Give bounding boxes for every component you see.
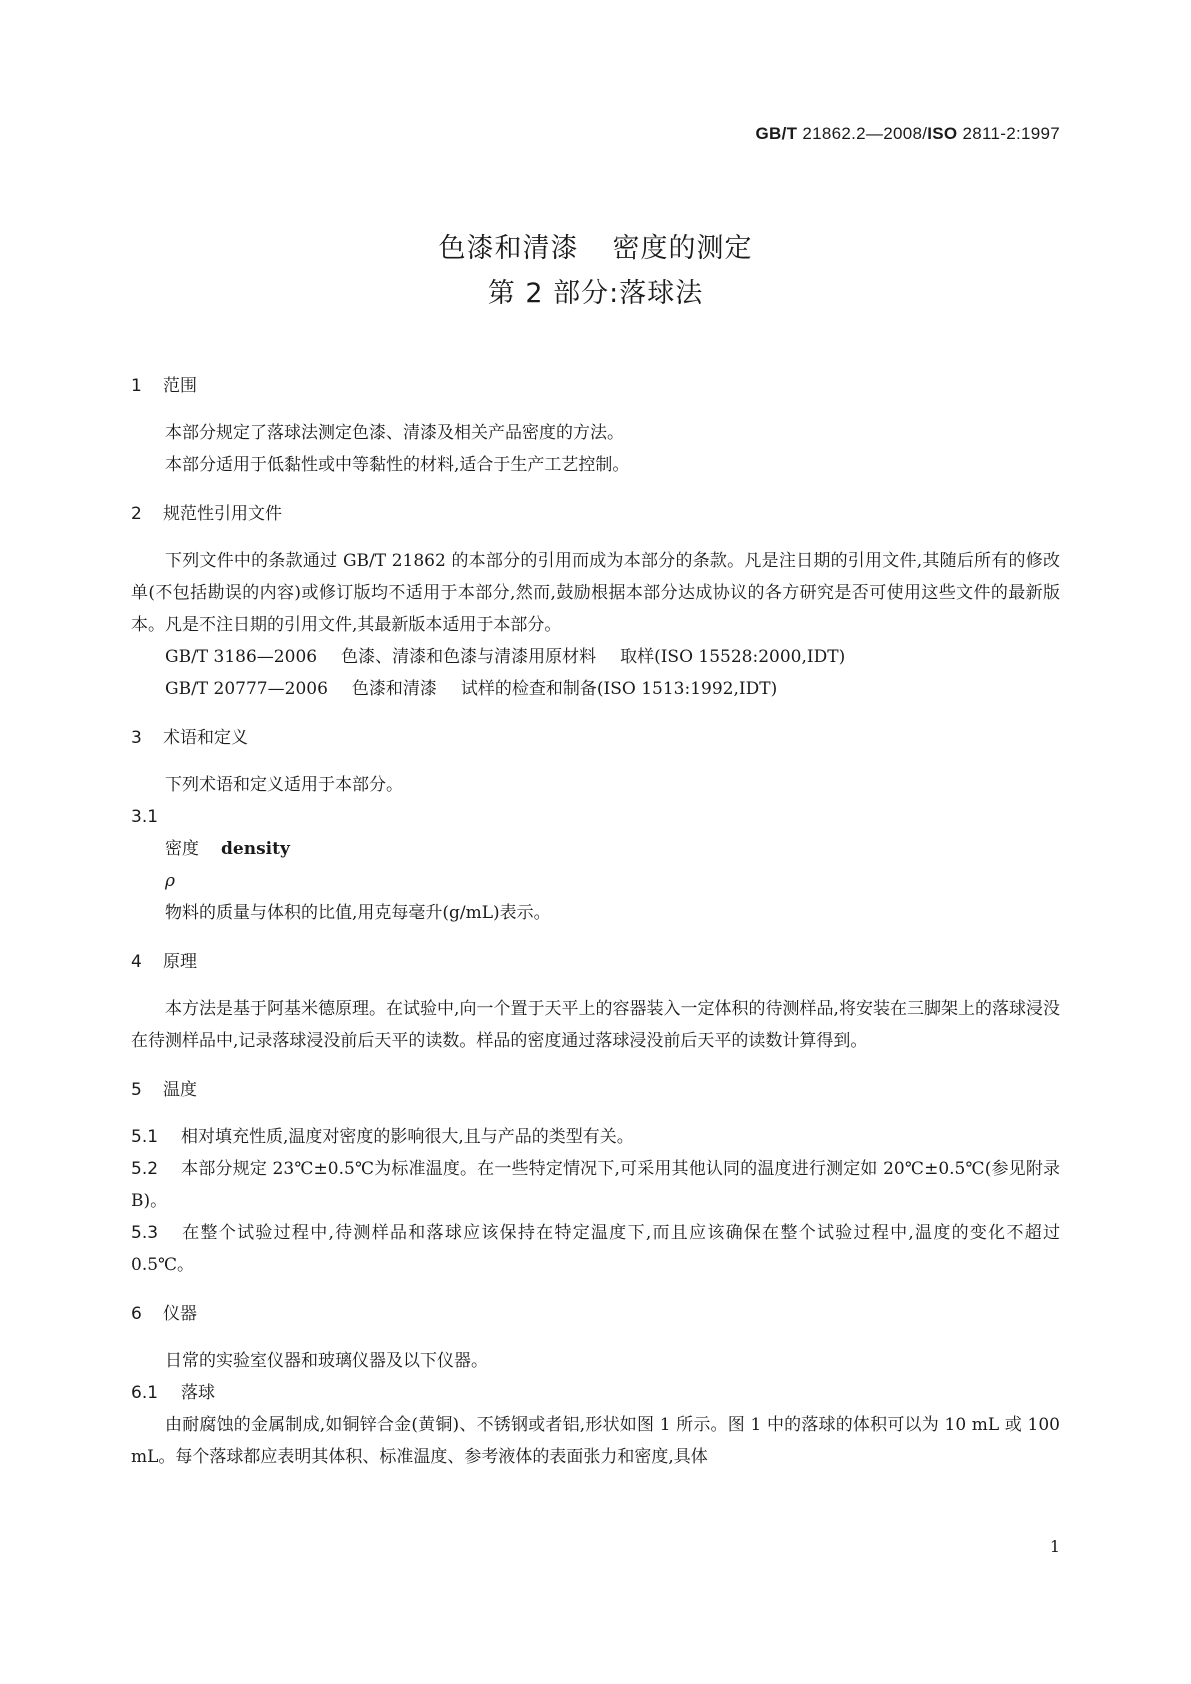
section-title: 范围 — [163, 376, 197, 396]
section-title: 原理 — [163, 952, 197, 972]
section-number: 5 — [131, 1080, 142, 1100]
clause-text: 本部分规定 23℃±0.5℃为标准温度。在一些特定情况下,可采用其他认同的温度进行测定如 20℃±0.5℃(参见附录 B)。 — [131, 1159, 1060, 1211]
term-chinese: 密度 — [165, 839, 199, 859]
standard-code-iso-num: 2811-2:1997 — [957, 124, 1060, 143]
section-heading-5 — [131, 1074, 1060, 1106]
term-symbol: ρ — [165, 871, 175, 891]
section-heading-6 — [131, 1298, 1060, 1330]
section-number: 1 — [131, 376, 142, 396]
reference-item — [131, 641, 1060, 673]
section-heading-4 — [131, 946, 1060, 978]
paragraph: 本部分规定了落球法测定色漆、清漆及相关产品密度的方法。 — [165, 423, 624, 443]
section-title: 术语和定义 — [163, 728, 248, 748]
standard-code-main: 21862.2—2008/ — [797, 124, 928, 143]
section-number: 3 — [131, 728, 142, 748]
paragraph: 日常的实验室仪器和玻璃仪器及以下仪器。 — [165, 1351, 488, 1371]
term-definition: 物料的质量与体积的比值,用克每毫升(g/mL)表示。 — [165, 903, 551, 923]
section-number: 6 — [131, 1304, 142, 1324]
reference-code: GB/T 3186—2006 — [165, 647, 318, 667]
page-number: 1 — [1049, 1537, 1060, 1556]
section-heading-2 — [131, 498, 1060, 530]
subsection-number: 6.1 — [131, 1383, 159, 1403]
section-heading-1 — [131, 370, 1060, 402]
reference-subtitle: 试样的检查和制备(ISO 1513:1992,IDT) — [460, 679, 778, 699]
section-number: 4 — [131, 952, 142, 972]
paragraph: 下列术语和定义适用于本部分。 — [165, 775, 403, 795]
clause — [131, 1121, 1060, 1153]
standard-code-iso: ISO — [927, 124, 958, 143]
section-title: 温度 — [163, 1080, 197, 1100]
paragraph: 本部分适用于低黏性或中等黏性的材料,适合于生产工艺控制。 — [165, 455, 630, 475]
paragraph: 由耐腐蚀的金属制成,如铜锌合金(黄铜)、不锈钢或者铝,形状如图 1 所示。图 1 中的落球的体积可以为 10 mL 或 100 mL。每个落球都应表明其体积、标准温度、参考液体的表面张力和密度,具体 — [131, 1415, 1060, 1467]
clause — [131, 1153, 1060, 1217]
title-line-2: 第 2 部分:落球法 — [487, 278, 704, 309]
clause-number: 5.2 — [131, 1159, 159, 1179]
clause-number: 5.3 — [131, 1223, 159, 1243]
term-entry — [131, 833, 1060, 865]
standard-code-prefix: GB/T — [755, 124, 798, 143]
title-line-1 — [0, 226, 1191, 271]
title-part-a: 色漆和清漆 — [438, 233, 579, 264]
reference-title: 色漆、清漆和色漆与清漆用原材料 — [341, 647, 597, 667]
clause-number: 5.1 — [131, 1127, 159, 1147]
section-heading-3 — [131, 722, 1060, 754]
reference-title: 色漆和清漆 — [351, 679, 437, 699]
clause-text: 在整个试验过程中,待测样品和落球应该保持在特定温度下,而且应该确保在整个试验过程中,温度的变化不超过 0.5℃。 — [131, 1223, 1060, 1275]
subsection-heading — [131, 1377, 1060, 1409]
reference-item — [131, 673, 1060, 705]
paragraph: 本方法是基于阿基米德原理。在试验中,向一个置于天平上的容器装入一定体积的待测样品,将安装在三脚架上的落球浸没在待测样品中,记录落球浸没前后天平的读数。样品的密度通过落球浸没前后天平的读数计算得到。 — [131, 999, 1060, 1051]
section-number: 2 — [131, 504, 142, 524]
clause-text: 相对填充性质,温度对密度的影响很大,且与产品的类型有关。 — [181, 1127, 634, 1147]
reference-code: GB/T 20777—2006 — [165, 679, 328, 699]
reference-subtitle: 取样(ISO 15528:2000,IDT) — [620, 647, 846, 667]
standard-code — [756, 124, 1060, 144]
clause — [131, 1217, 1060, 1281]
subsection-title: 落球 — [181, 1383, 215, 1403]
section-title: 规范性引用文件 — [163, 504, 282, 524]
document-title — [0, 226, 1191, 316]
paragraph: 下列文件中的条款通过 GB/T 21862 的本部分的引用而成为本部分的条款。凡是注日期的引用文件,其随后所有的修改单(不包括勘误的内容)或修订版均不适用于本部分,然而,鼓励根据本部分达成协议的各方研究是否可使用这些文件的最新版本。凡是不注日期的引用文件,其最新版本适用于本部分。 — [131, 551, 1060, 635]
section-title: 仪器 — [163, 1304, 197, 1324]
term-english: density — [221, 839, 290, 859]
title-part-b: 密度的测定 — [612, 233, 753, 264]
document-body — [131, 370, 1060, 1473]
term-number: 3.1 — [131, 807, 159, 827]
